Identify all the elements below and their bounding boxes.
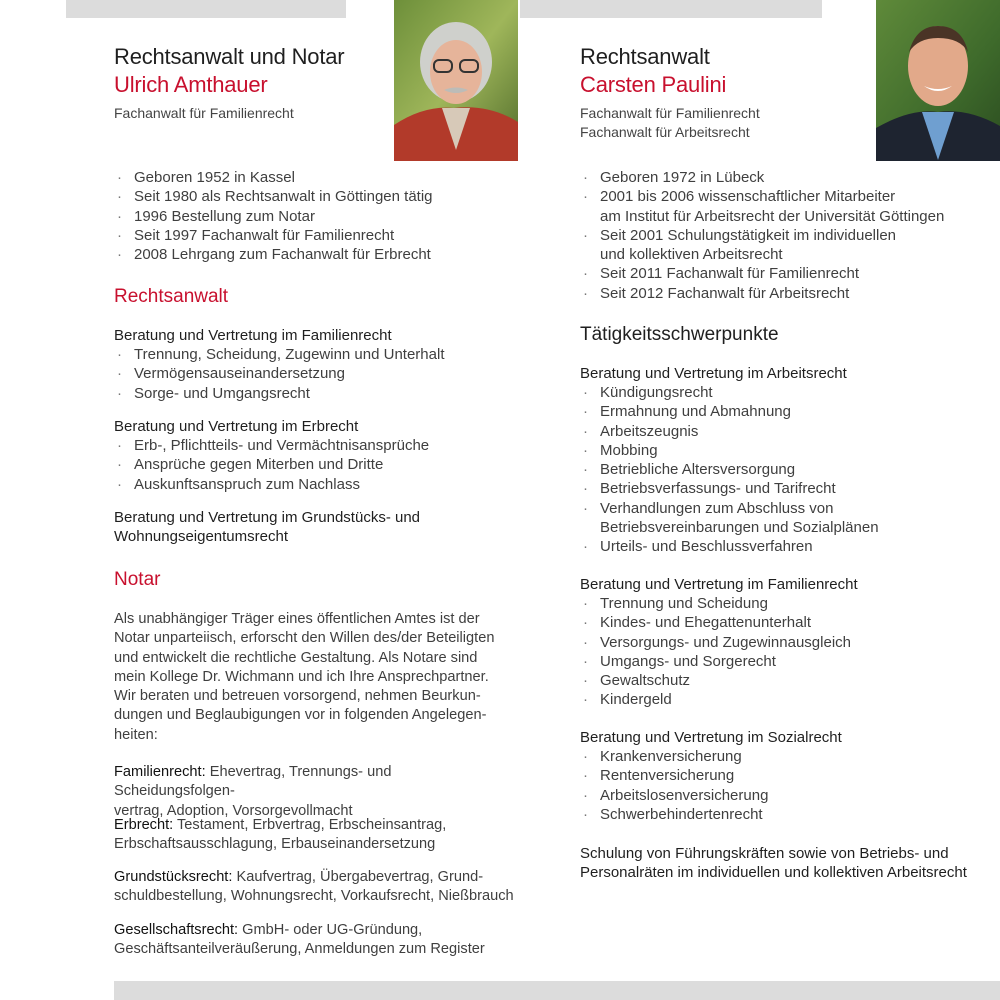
right-bio-list	[580, 168, 980, 303]
portrait-carsten-paulini	[876, 0, 1000, 161]
list-item	[580, 671, 990, 690]
group-title-familienrecht: Beratung und Vertretung im Familienrecht	[114, 327, 392, 344]
portrait-ulrich-amthauer	[394, 0, 518, 161]
list-item: · Geboren 1952 in Kassel	[114, 168, 514, 187]
group-title-sozialrecht: Beratung und Vertretung im Sozialrecht	[580, 729, 842, 746]
erbrecht-list	[114, 436, 514, 494]
list-item-line: · Krankenversicherung	[600, 748, 742, 765]
paragraph-line: dungen und Beglaubigungen vor in folgenden Angelegen-	[114, 707, 487, 724]
list-item-line: Betriebsvereinbarungen und Sozialplänen	[600, 519, 879, 537]
paragraph-line: heiten:	[114, 726, 158, 743]
area-text: vertrag, Adoption, Vorsorgevollmacht	[114, 802, 353, 819]
top-right-decor-bar	[520, 0, 822, 18]
list-item: · Vermögensauseinandersetzung	[114, 364, 514, 383]
list-item: · 1996 Bestellung zum Notar	[114, 207, 514, 226]
list-item	[580, 460, 990, 479]
list-item: · Ansprüche gegen Miterben und Dritte	[114, 455, 514, 474]
group-title-arbeitsrecht: Beratung und Vertretung im Arbeitsrecht	[580, 365, 847, 382]
list-item-line: · Mobbing	[600, 441, 658, 459]
notar-area-gesellschaftsrecht	[114, 921, 514, 960]
list-item-line: · Verhandlungen zum Abschluss von	[600, 499, 834, 517]
list-item	[580, 613, 990, 632]
list-item	[580, 499, 990, 538]
list-item: · Sorge- und Umgangsrecht	[114, 384, 514, 403]
notar-area-grundstuecksrecht	[114, 868, 514, 907]
list-item-line: · Arbeitszeugnis	[600, 422, 699, 440]
list-item-line: und kollektiven Arbeitsrecht	[600, 246, 783, 264]
paragraph-line: Wir beraten und betreuen vorsorgend, nehmen Beurkun-	[114, 688, 481, 705]
area-term: Grundstücksrecht:	[114, 869, 233, 885]
notar-area-familienrecht	[114, 763, 514, 821]
paragraph-line: mein Kollege Dr. Wichmann und ich Ihre Ansprechpartner.	[114, 668, 489, 685]
top-left-decor-bar	[66, 0, 346, 18]
list-item	[580, 690, 990, 709]
sozialrecht-list	[580, 747, 990, 824]
section-heading-taetigkeitsschwerpunkte: Tätigkeitsschwerpunkte	[580, 324, 779, 345]
left-specialty: Fachanwalt für Familienrecht	[114, 105, 294, 121]
list-item-line: · Ermahnung und Abmahnung	[600, 403, 791, 421]
right-specialties	[580, 104, 760, 142]
specialty-line: Fachanwalt für Arbeitsrecht	[580, 124, 750, 140]
list-item-line: · Trennung und Scheidung	[600, 595, 768, 612]
list-item-line: · Kündigungsrecht	[600, 384, 713, 401]
list-item	[580, 226, 980, 265]
list-item	[580, 537, 990, 556]
area-text: Kaufvertrag, Übergabevertrag, Grund-	[236, 869, 484, 885]
list-item: · 2008 Lehrgang zum Fachanwalt für Erbrecht	[114, 245, 514, 264]
list-item	[580, 786, 990, 805]
list-item	[580, 652, 990, 671]
specialty-line: Fachanwalt für Familienrecht	[580, 105, 760, 121]
area-term: Erbrecht:	[114, 817, 174, 833]
list-item-line: · Betriebliche Altersversorgung	[600, 461, 796, 479]
list-item-line: · Seit 2001 Schulungstätigkeit im individuellen	[600, 226, 897, 244]
list-item-line: · Schwerbehindertenrecht	[600, 805, 763, 823]
group-title-grundstuecksrecht	[114, 508, 420, 547]
notar-area-erbrecht	[114, 816, 514, 855]
list-item	[580, 766, 990, 785]
left-bio-list	[114, 168, 514, 264]
familienrecht-right-list	[580, 594, 990, 710]
notar-intro-paragraph	[114, 610, 514, 745]
list-item-line: · Seit 2011 Fachanwalt für Familienrecht	[600, 265, 860, 283]
list-item-line: · Urteils- und Beschlussverfahren	[600, 538, 813, 556]
list-item-line: · 2001 bis 2006 wissenschaftlicher Mitarbeiter	[600, 188, 896, 206]
list-item-line: · Kindergeld	[600, 691, 672, 709]
arbeitsrecht-list	[580, 383, 990, 557]
list-item	[580, 441, 990, 460]
list-item: · Seit 1980 als Rechtsanwalt in Göttingen tätig	[114, 187, 514, 206]
list-item	[580, 805, 990, 824]
closing-line: Schulung von Führungskräften sowie von Betriebs- und	[580, 845, 949, 862]
paragraph-line: und entwickelt die rechtliche Gestaltung. Als Notare sind	[114, 649, 478, 666]
section-heading-notar: Notar	[114, 569, 161, 590]
paragraph-line: Als unabhängiger Träger eines öffentlichen Amtes ist der	[114, 611, 480, 627]
group-title-familienrecht-right: Beratung und Vertretung im Familienrecht	[580, 576, 858, 593]
group-title-line: Beratung und Vertretung im Grundstücks- und	[114, 509, 421, 526]
area-text: schuldbestellung, Wohnungsrecht, Vorkaufsrecht, Nießbrauch	[114, 888, 514, 905]
list-item-line: · Umgangs- und Sorgerecht	[600, 652, 776, 670]
list-item	[580, 187, 980, 226]
left-role-title: Rechtsanwalt und Notar	[114, 44, 345, 69]
area-text: GmbH- oder UG-Gründung,	[242, 922, 423, 938]
list-item: · Seit 1997 Fachanwalt für Familienrecht	[114, 226, 514, 245]
list-item-line: · Seit 2012 Fachanwalt für Arbeitsrecht	[600, 284, 850, 302]
area-term: Familienrecht:	[114, 764, 206, 780]
list-item	[580, 383, 990, 402]
area-text: Erbschaftsausschlagung, Erbauseinandersetzung	[114, 836, 436, 853]
list-item-line: · Betriebsverfassungs- und Tarifrecht	[600, 480, 836, 498]
area-term: Gesellschaftsrecht:	[114, 922, 239, 938]
closing-statement	[580, 844, 990, 883]
list-item	[580, 264, 980, 283]
group-title-erbrecht: Beratung und Vertretung im Erbrecht	[114, 418, 359, 435]
list-item-line: · Kindes- und Ehegattenunterhalt	[600, 614, 811, 632]
list-item-line: · Rentenversicherung	[600, 767, 735, 785]
list-item: · Auskunftsanspruch zum Nachlass	[114, 475, 514, 494]
section-heading-rechtsanwalt: Rechtsanwalt	[114, 286, 229, 307]
familienrecht-list	[114, 345, 514, 403]
left-person-name: Ulrich Amthauer	[114, 72, 268, 97]
list-item-line: · Geboren 1972 in Lübeck	[600, 169, 765, 186]
list-item	[580, 479, 990, 498]
right-role-title: Rechtsanwalt	[580, 44, 710, 69]
list-item-line: · Versorgungs- und Zugewinnausgleich	[600, 633, 851, 651]
bottom-decor-bar	[114, 981, 1000, 1000]
closing-line: Personalräten im individuellen und kollektiven Arbeitsrecht	[580, 864, 967, 882]
group-title-line: Wohnungseigentumsrecht	[114, 528, 288, 546]
list-item-line: · Arbeitslosenversicherung	[600, 786, 769, 804]
list-item-line: am Institut für Arbeitsrecht der Universität Göttingen	[600, 207, 945, 225]
list-item	[580, 168, 980, 187]
list-item-line: · Gewaltschutz	[600, 672, 691, 690]
list-item	[580, 402, 990, 421]
area-text: Ehevertrag, Trennungs- und Scheidungsfolgen-	[114, 764, 392, 800]
list-item	[580, 284, 980, 303]
area-text: Testament, Erbvertrag, Erbscheinsantrag,	[177, 817, 447, 833]
list-item	[580, 633, 990, 652]
list-item	[580, 747, 990, 766]
paragraph-line: Notar unparteiisch, erforscht den Willen des/der Beteiligten	[114, 630, 495, 647]
list-item	[580, 422, 990, 441]
area-text: Geschäftsanteilveräußerung, Anmeldungen zum Register	[114, 941, 485, 958]
right-person-name: Carsten Paulini	[580, 72, 727, 97]
list-item	[580, 594, 990, 613]
list-item: · Trennung, Scheidung, Zugewinn und Unterhalt	[114, 345, 514, 364]
list-item: · Erb-, Pflichtteils- und Vermächtnisansprüche	[114, 436, 514, 455]
